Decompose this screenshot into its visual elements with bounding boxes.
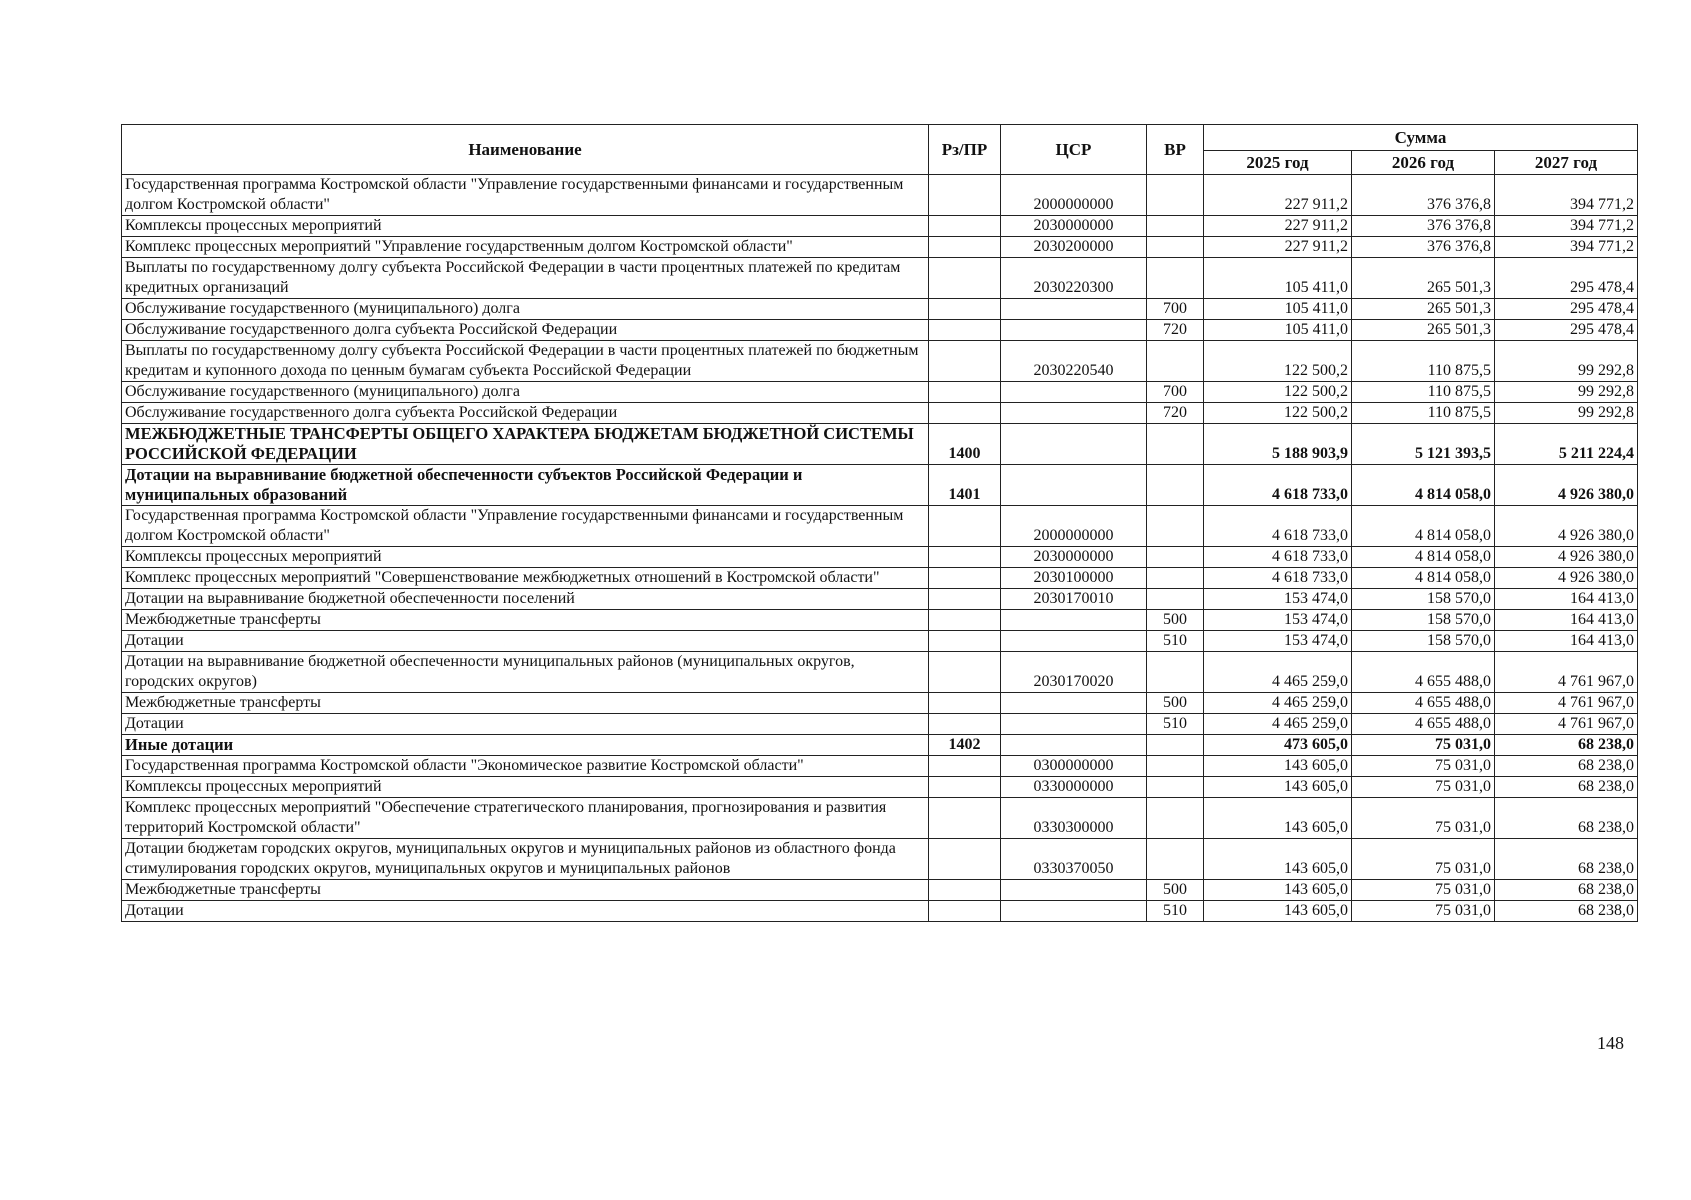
row-csr [1001,320,1147,341]
row-vr [1147,756,1204,777]
row-csr: 0330300000 [1001,798,1147,839]
row-vr [1147,237,1204,258]
row-name: Обслуживание государственного (муниципального) долга [122,382,929,403]
header-sum: Сумма [1204,125,1638,151]
row-rzpr [929,216,1001,237]
table-row [122,798,1638,839]
table-row [122,839,1638,880]
table-row [122,880,1638,901]
row-vr [1147,175,1204,216]
row-name: Дотации [122,714,929,735]
row-vr [1147,589,1204,610]
row-sum-2025: 122 500,2 [1204,382,1352,403]
row-vr: 500 [1147,693,1204,714]
row-sum-2026: 5 121 393,5 [1352,424,1495,465]
row-sum-2025: 5 188 903,9 [1204,424,1352,465]
row-sum-2025: 4 618 733,0 [1204,568,1352,589]
row-sum-2027: 164 413,0 [1495,631,1638,652]
row-vr [1147,465,1204,506]
row-name: Комплексы процессных мероприятий [122,777,929,798]
row-sum-2026: 4 655 488,0 [1352,652,1495,693]
row-name: Дотации [122,631,929,652]
row-rzpr [929,299,1001,320]
row-rzpr [929,547,1001,568]
table-body [122,175,1638,922]
row-csr [1001,880,1147,901]
row-name: Обслуживание государственного (муниципального) долга [122,299,929,320]
row-name: Комплекс процессных мероприятий "Совершенствование межбюджетных отношений в Костромской области" [122,568,929,589]
row-name: Дотации на выравнивание бюджетной обеспеченности поселений [122,589,929,610]
table-row [122,341,1638,382]
table-row [122,547,1638,568]
row-csr: 2030000000 [1001,547,1147,568]
row-sum-2025: 143 605,0 [1204,839,1352,880]
row-sum-2027: 68 238,0 [1495,756,1638,777]
row-sum-2025: 143 605,0 [1204,901,1352,922]
row-rzpr [929,341,1001,382]
row-csr: 2030220540 [1001,341,1147,382]
row-sum-2027: 295 478,4 [1495,258,1638,299]
row-vr: 700 [1147,299,1204,320]
row-sum-2025: 4 465 259,0 [1204,714,1352,735]
row-name: Дотации бюджетам городских округов, муниципальных округов и муниципальных районов из областного фонда стимулирования городских округов, муниципальных округов и муниципальных районов [122,839,929,880]
row-sum-2025: 473 605,0 [1204,735,1352,756]
row-sum-2027: 394 771,2 [1495,237,1638,258]
row-name: Дотации на выравнивание бюджетной обеспеченности субъектов Российской Федерации и муниципальных образований [122,465,929,506]
header-rzpr: Рз/ПР [929,125,1001,175]
row-rzpr [929,589,1001,610]
row-name: Иные дотации [122,735,929,756]
row-sum-2026: 75 031,0 [1352,735,1495,756]
row-csr [1001,299,1147,320]
row-sum-2026: 75 031,0 [1352,880,1495,901]
row-sum-2027: 4 761 967,0 [1495,714,1638,735]
row-csr [1001,693,1147,714]
row-csr: 2030170020 [1001,652,1147,693]
table-row [122,465,1638,506]
row-csr: 2030220300 [1001,258,1147,299]
row-sum-2025: 4 465 259,0 [1204,693,1352,714]
row-vr [1147,798,1204,839]
table-row [122,589,1638,610]
table-row [122,735,1638,756]
row-sum-2027: 4 926 380,0 [1495,568,1638,589]
table-row [122,424,1638,465]
table-row [122,756,1638,777]
row-vr [1147,216,1204,237]
row-csr [1001,714,1147,735]
row-vr: 510 [1147,631,1204,652]
row-sum-2026: 376 376,8 [1352,237,1495,258]
row-rzpr [929,693,1001,714]
row-rzpr [929,777,1001,798]
table-row [122,299,1638,320]
row-vr [1147,506,1204,547]
row-sum-2025: 143 605,0 [1204,880,1352,901]
row-vr [1147,568,1204,589]
row-csr: 2000000000 [1001,506,1147,547]
row-rzpr [929,714,1001,735]
table-row [122,320,1638,341]
row-sum-2025: 105 411,0 [1204,320,1352,341]
row-csr [1001,610,1147,631]
row-sum-2026: 4 814 058,0 [1352,465,1495,506]
row-vr [1147,258,1204,299]
row-sum-2026: 4 655 488,0 [1352,714,1495,735]
row-rzpr: 1400 [929,424,1001,465]
row-sum-2027: 394 771,2 [1495,216,1638,237]
row-csr [1001,465,1147,506]
table-row [122,901,1638,922]
row-vr [1147,547,1204,568]
row-vr [1147,735,1204,756]
row-sum-2027: 68 238,0 [1495,839,1638,880]
row-name: Дотации [122,901,929,922]
row-csr: 2030100000 [1001,568,1147,589]
row-vr: 500 [1147,880,1204,901]
row-vr: 510 [1147,901,1204,922]
row-rzpr [929,798,1001,839]
row-sum-2027: 68 238,0 [1495,901,1638,922]
row-csr [1001,901,1147,922]
table-row [122,403,1638,424]
row-vr [1147,424,1204,465]
row-sum-2025: 122 500,2 [1204,403,1352,424]
row-sum-2026: 265 501,3 [1352,320,1495,341]
row-sum-2025: 227 911,2 [1204,237,1352,258]
row-sum-2027: 68 238,0 [1495,777,1638,798]
row-sum-2027: 99 292,8 [1495,341,1638,382]
row-name: Выплаты по государственному долгу субъекта Российской Федерации в части процентных платежей по бюджетным кредитам и купонного дохода по ценным бумагам субъекта Российской Федерации [122,341,929,382]
row-sum-2025: 227 911,2 [1204,216,1352,237]
table-row [122,610,1638,631]
table-row [122,631,1638,652]
row-vr [1147,652,1204,693]
row-rzpr [929,901,1001,922]
row-sum-2026: 158 570,0 [1352,631,1495,652]
row-sum-2025: 4 618 733,0 [1204,465,1352,506]
row-sum-2025: 143 605,0 [1204,798,1352,839]
row-rzpr [929,506,1001,547]
row-rzpr [929,610,1001,631]
row-sum-2025: 105 411,0 [1204,258,1352,299]
row-sum-2027: 4 926 380,0 [1495,465,1638,506]
row-rzpr [929,880,1001,901]
row-rzpr [929,403,1001,424]
row-sum-2026: 265 501,3 [1352,258,1495,299]
table-row [122,714,1638,735]
table-row [122,777,1638,798]
row-csr [1001,424,1147,465]
row-sum-2025: 143 605,0 [1204,777,1352,798]
row-sum-2025: 143 605,0 [1204,756,1352,777]
header-name: Наименование [122,125,929,175]
row-sum-2026: 110 875,5 [1352,382,1495,403]
row-sum-2027: 68 238,0 [1495,798,1638,839]
row-vr [1147,777,1204,798]
row-name: Обслуживание государственного долга субъекта Российской Федерации [122,320,929,341]
row-name: Межбюджетные трансферты [122,693,929,714]
row-sum-2026: 75 031,0 [1352,839,1495,880]
table-row [122,237,1638,258]
row-sum-2026: 75 031,0 [1352,756,1495,777]
row-name: Комплекс процессных мероприятий "Обеспечение стратегического планирования, прогнозирования и развития территорий Костромской области" [122,798,929,839]
row-sum-2027: 4 761 967,0 [1495,693,1638,714]
row-name: Государственная программа Костромской области "Экономическое развитие Костромской области" [122,756,929,777]
row-vr: 500 [1147,610,1204,631]
row-sum-2026: 110 875,5 [1352,403,1495,424]
row-name: Комплекс процессных мероприятий "Управление государственным долгом Костромской области" [122,237,929,258]
row-rzpr [929,258,1001,299]
row-rzpr: 1401 [929,465,1001,506]
table-row [122,506,1638,547]
row-vr [1147,839,1204,880]
row-rzpr [929,568,1001,589]
row-rzpr [929,320,1001,341]
row-rzpr [929,175,1001,216]
row-sum-2027: 295 478,4 [1495,320,1638,341]
table-row [122,216,1638,237]
row-sum-2025: 4 465 259,0 [1204,652,1352,693]
row-vr [1147,341,1204,382]
row-csr: 2030000000 [1001,216,1147,237]
table-row [122,693,1638,714]
table-row [122,568,1638,589]
row-vr: 720 [1147,320,1204,341]
row-sum-2026: 376 376,8 [1352,216,1495,237]
row-sum-2025: 153 474,0 [1204,631,1352,652]
row-csr [1001,631,1147,652]
row-csr: 0330000000 [1001,777,1147,798]
row-rzpr: 1402 [929,735,1001,756]
table-row [122,652,1638,693]
row-rzpr [929,382,1001,403]
row-sum-2027: 4 761 967,0 [1495,652,1638,693]
row-rzpr [929,839,1001,880]
row-name: Обслуживание государственного долга субъекта Российской Федерации [122,403,929,424]
row-sum-2025: 153 474,0 [1204,610,1352,631]
row-name: Государственная программа Костромской области "Управление государственными финансами и государственным долгом Костромской области" [122,175,929,216]
row-sum-2025: 4 618 733,0 [1204,506,1352,547]
row-csr [1001,403,1147,424]
row-name: Комплексы процессных мероприятий [122,547,929,568]
page-number: 148 [1597,1033,1624,1053]
row-sum-2027: 99 292,8 [1495,382,1638,403]
row-name: Межбюджетные трансферты [122,880,929,901]
row-sum-2025: 122 500,2 [1204,341,1352,382]
row-csr: 2030200000 [1001,237,1147,258]
row-sum-2027: 164 413,0 [1495,610,1638,631]
header-year-2025: 2025 год [1204,151,1352,175]
row-sum-2026: 4 814 058,0 [1352,547,1495,568]
row-csr: 0300000000 [1001,756,1147,777]
row-csr: 2000000000 [1001,175,1147,216]
row-sum-2026: 110 875,5 [1352,341,1495,382]
table-row [122,175,1638,216]
row-rzpr [929,756,1001,777]
row-name: Дотации на выравнивание бюджетной обеспеченности муниципальных районов (муниципальных округов, городских округов) [122,652,929,693]
row-sum-2027: 4 926 380,0 [1495,547,1638,568]
row-sum-2026: 4 814 058,0 [1352,506,1495,547]
row-sum-2026: 158 570,0 [1352,589,1495,610]
row-sum-2025: 105 411,0 [1204,299,1352,320]
row-rzpr [929,631,1001,652]
row-sum-2027: 295 478,4 [1495,299,1638,320]
header-year-2027: 2027 год [1495,151,1638,175]
row-csr: 0330370050 [1001,839,1147,880]
row-sum-2025: 153 474,0 [1204,589,1352,610]
row-sum-2027: 394 771,2 [1495,175,1638,216]
row-rzpr [929,652,1001,693]
budget-table [121,124,1638,922]
row-sum-2026: 376 376,8 [1352,175,1495,216]
row-vr: 720 [1147,403,1204,424]
row-name: Комплексы процессных мероприятий [122,216,929,237]
row-sum-2025: 227 911,2 [1204,175,1352,216]
row-name: Государственная программа Костромской области "Управление государственными финансами и государственным долгом Костромской области" [122,506,929,547]
row-vr: 700 [1147,382,1204,403]
row-sum-2026: 4 814 058,0 [1352,568,1495,589]
row-sum-2027: 164 413,0 [1495,589,1638,610]
row-sum-2027: 99 292,8 [1495,403,1638,424]
table-row [122,258,1638,299]
row-sum-2026: 158 570,0 [1352,610,1495,631]
row-csr: 2030170010 [1001,589,1147,610]
header-vr: ВР [1147,125,1204,175]
row-vr: 510 [1147,714,1204,735]
row-rzpr [929,237,1001,258]
row-sum-2026: 75 031,0 [1352,777,1495,798]
row-sum-2026: 265 501,3 [1352,299,1495,320]
row-sum-2027: 5 211 224,4 [1495,424,1638,465]
row-name: Выплаты по государственному долгу субъекта Российской Федерации в части процентных платежей по кредитам кредитных организаций [122,258,929,299]
row-name: МЕЖБЮДЖЕТНЫЕ ТРАНСФЕРТЫ ОБЩЕГО ХАРАКТЕРА БЮДЖЕТАМ БЮДЖЕТНОЙ СИСТЕМЫ РОССИЙСКОЙ ФЕДЕРАЦИИ [122,424,929,465]
row-sum-2027: 68 238,0 [1495,880,1638,901]
header-year-2026: 2026 год [1352,151,1495,175]
row-sum-2026: 4 655 488,0 [1352,693,1495,714]
table-row [122,382,1638,403]
row-sum-2026: 75 031,0 [1352,798,1495,839]
table-header [122,125,1638,175]
row-csr [1001,735,1147,756]
header-csr: ЦСР [1001,125,1147,175]
row-name: Межбюджетные трансферты [122,610,929,631]
row-sum-2025: 4 618 733,0 [1204,547,1352,568]
row-sum-2027: 68 238,0 [1495,735,1638,756]
row-csr [1001,382,1147,403]
row-sum-2026: 75 031,0 [1352,901,1495,922]
row-sum-2027: 4 926 380,0 [1495,506,1638,547]
